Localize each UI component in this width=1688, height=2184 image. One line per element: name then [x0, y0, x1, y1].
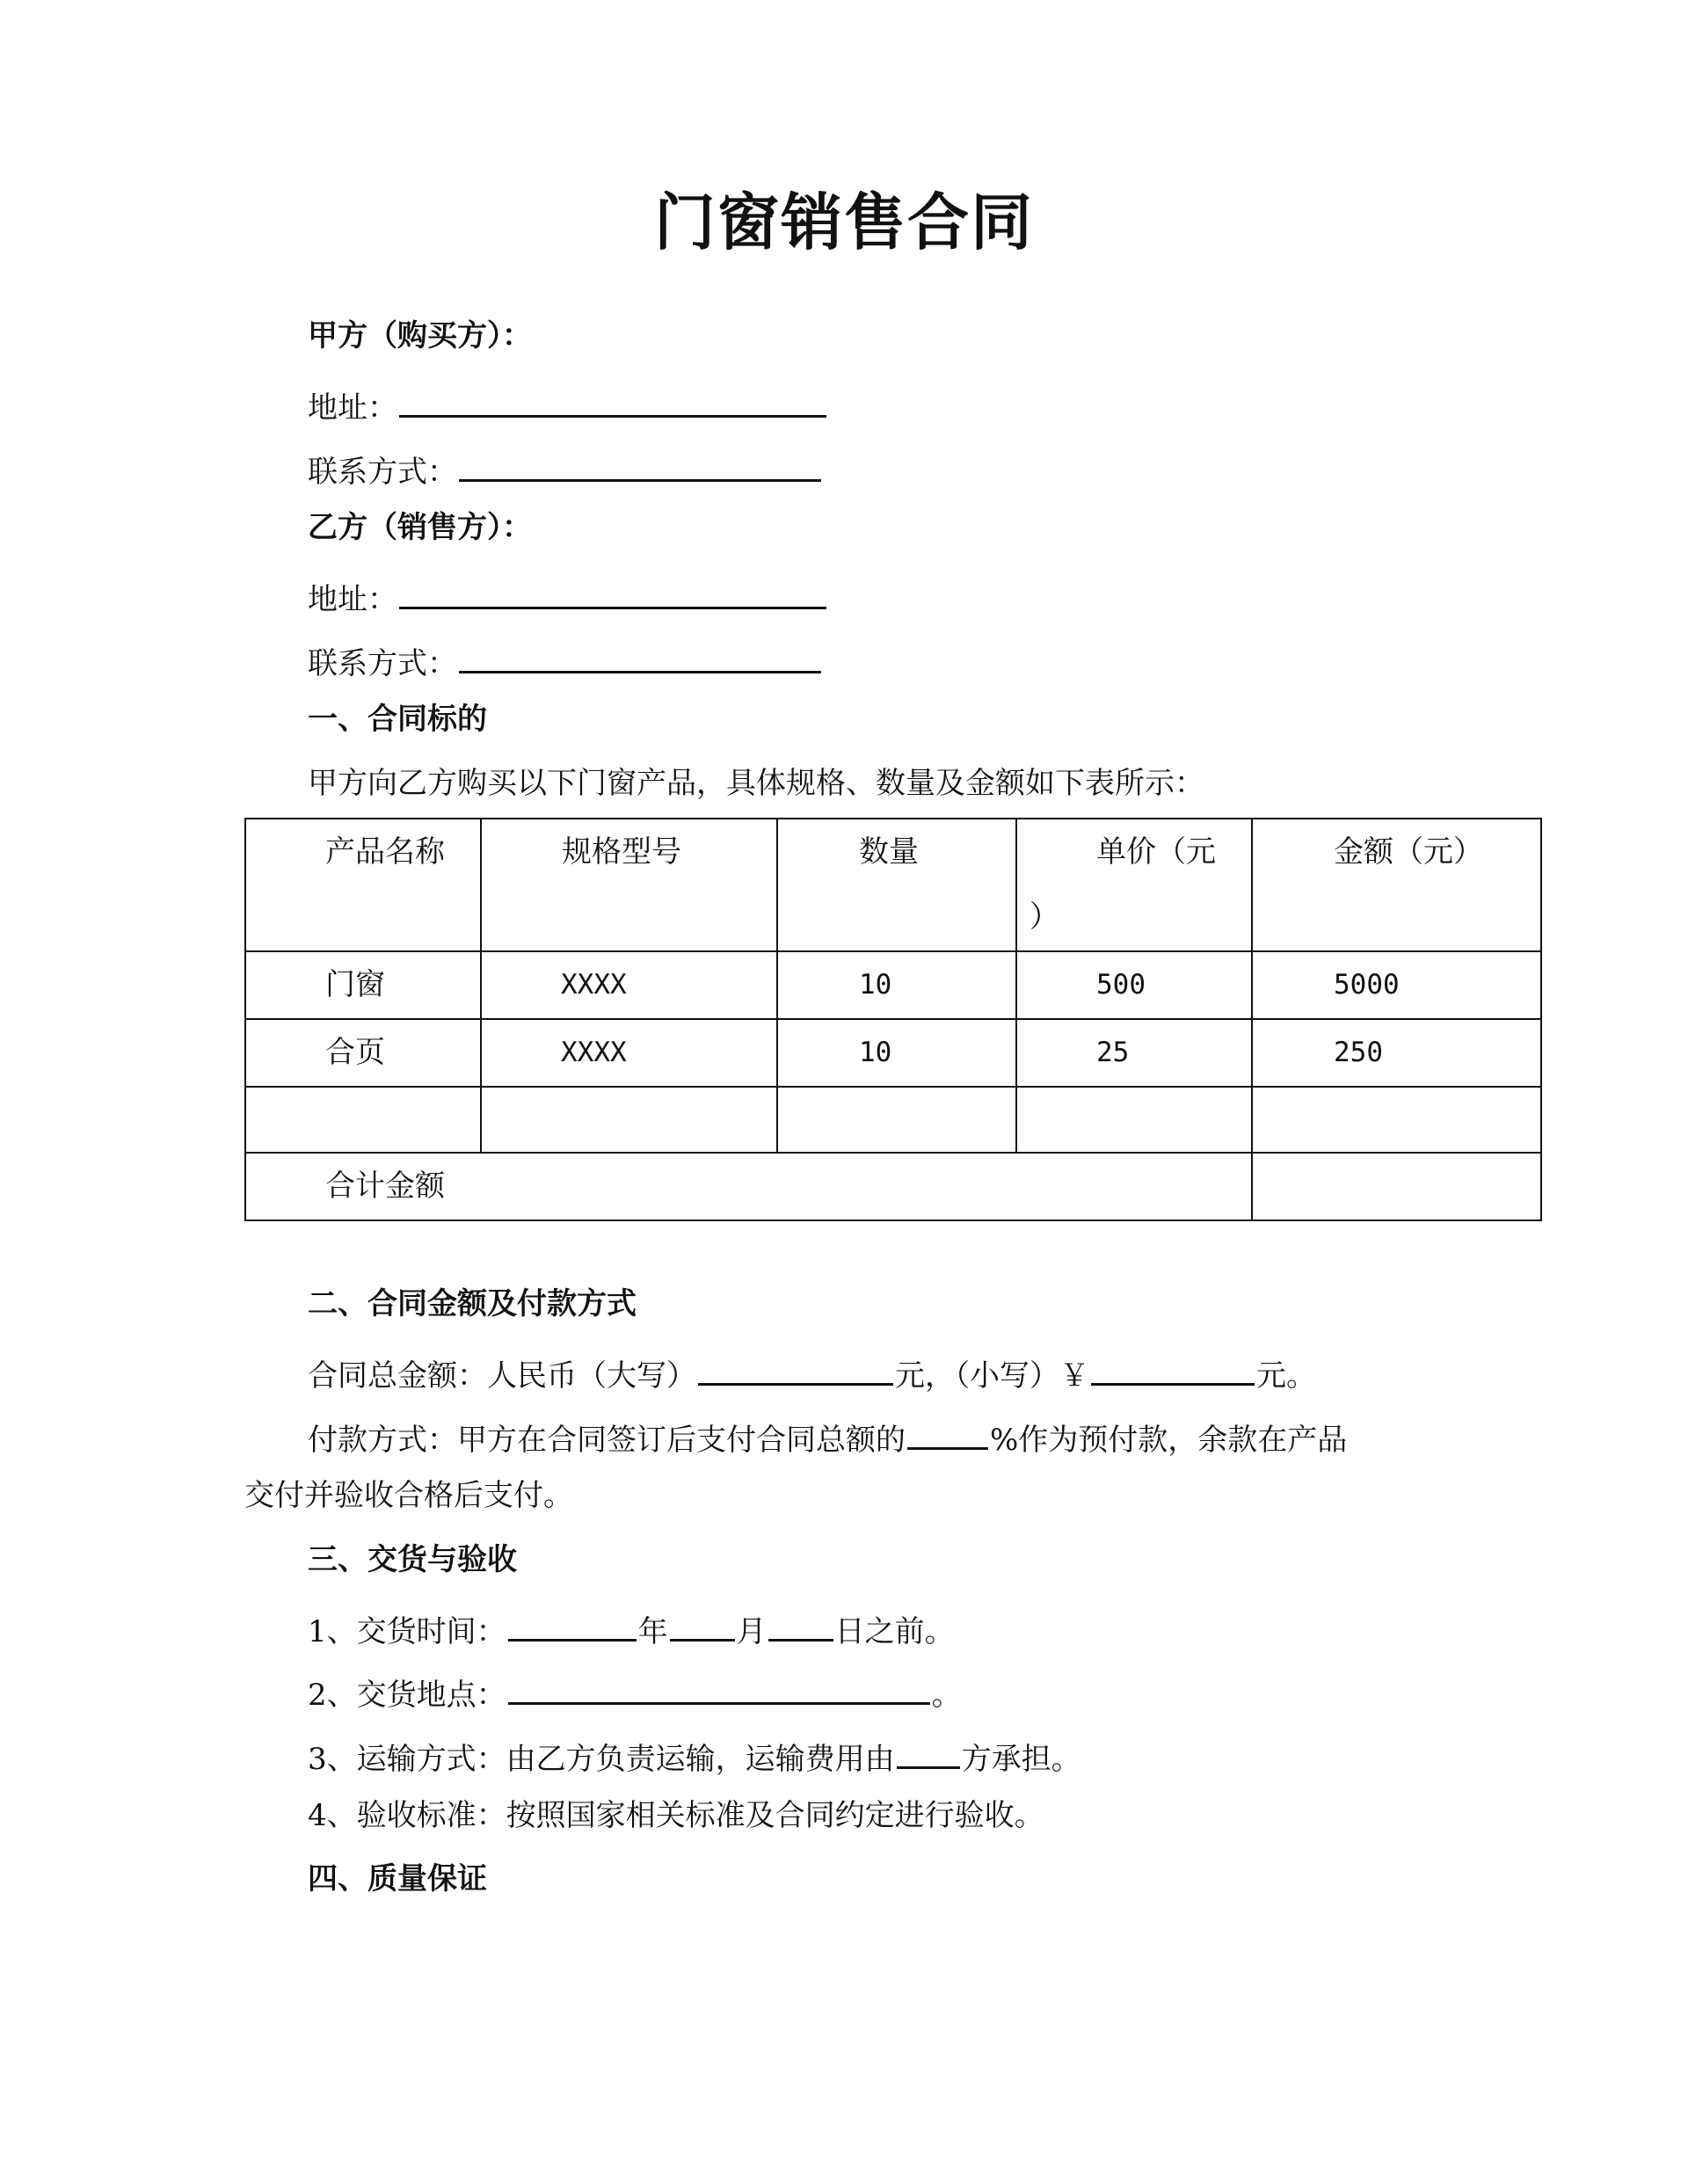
table-row — [245, 1087, 1541, 1154]
party-b-address-blank[interactable] — [399, 577, 826, 609]
delivery-day-blank[interactable] — [768, 1609, 833, 1642]
total-amount-suffix: 元。 — [1256, 1358, 1316, 1394]
delivery-place-prefix: 2、交货地点： — [308, 1678, 506, 1713]
section1-intro: 甲方向乙方购买以下门窗产品，具体规格、数量及金额如下表所示： — [308, 766, 1204, 801]
day-label: 日之前。 — [834, 1614, 955, 1649]
table-total-row — [245, 1153, 1541, 1220]
party-b-contact-label: 联系方式： — [308, 646, 457, 681]
page-title: 门窗销售合同 — [654, 186, 1034, 258]
party-b-address-row — [308, 577, 828, 615]
table-cell: 合页 — [245, 1019, 481, 1087]
party-a-address-blank[interactable] — [399, 385, 826, 418]
party-a-address-row — [308, 385, 828, 426]
party-b-contact-blank[interactable] — [459, 641, 821, 673]
transport-party-blank[interactable] — [897, 1736, 960, 1769]
total-amount-mid: 元，（小写）￥ — [895, 1358, 1089, 1394]
table-cell[interactable] — [245, 1087, 481, 1154]
delivery-time-prefix: 1、交货时间： — [308, 1614, 506, 1649]
section4-heading: 四、质量保证 — [308, 1861, 487, 1896]
prepayment-percent-blank[interactable] — [907, 1417, 988, 1450]
table-cell[interactable] — [1016, 1087, 1252, 1154]
payment-row — [308, 1417, 1348, 1458]
month-label: 月 — [736, 1614, 767, 1649]
delivery-place-row — [308, 1672, 962, 1713]
table-cell: 10 — [777, 951, 1016, 1019]
transport-suffix: 方承担。 — [961, 1742, 1081, 1777]
table-header-wrap: ） — [1030, 899, 1059, 935]
delivery-month-blank[interactable] — [670, 1609, 735, 1642]
total-amount-prefix: 合同总金额：人民币（大写） — [308, 1358, 696, 1394]
transport-prefix: 3、运输方式：由乙方负责运输，运输费用由 — [308, 1742, 895, 1777]
delivery-place-suffix: 。 — [931, 1678, 962, 1713]
table-header-cell: 数量 — [777, 819, 1016, 951]
party-b-heading: 乙方（销售方）： — [308, 510, 532, 545]
total-amount-row — [308, 1353, 1316, 1394]
total-amount-lowercase-blank[interactable] — [1091, 1353, 1255, 1386]
party-a-contact-blank[interactable] — [459, 449, 821, 482]
party-a-address-label: 地址： — [308, 390, 397, 426]
total-value-cell[interactable] — [1252, 1153, 1541, 1220]
party-a-contact-label: 联系方式： — [308, 455, 457, 490]
delivery-place-blank[interactable] — [508, 1672, 930, 1705]
table-header-cell: 金额（元） — [1252, 819, 1541, 951]
total-label-cell: 合计金额 — [245, 1153, 1252, 1220]
delivery-time-row — [308, 1609, 955, 1647]
section1-heading: 一、合同标的 — [308, 702, 487, 737]
table-header-cell: 单价（元 ） — [1016, 819, 1252, 951]
delivery-year-blank[interactable] — [508, 1609, 637, 1642]
acceptance-standard: 4、验收标准：按照国家相关标准及合同约定进行验收。 — [308, 1798, 1044, 1833]
party-a-heading: 甲方（购买方）： — [308, 318, 532, 353]
table-cell: XXXX — [481, 1019, 777, 1087]
party-a-contact-row — [308, 449, 823, 490]
section2-heading: 二、合同金额及付款方式 — [308, 1286, 637, 1321]
table-cell[interactable] — [1252, 1087, 1541, 1154]
table-header-cell: 规格型号 — [481, 819, 777, 951]
table-cell: 10 — [777, 1019, 1016, 1087]
party-b-address-label: 地址： — [308, 582, 397, 617]
table-cell: 250 — [1252, 1019, 1541, 1087]
year-label: 年 — [637, 1614, 668, 1649]
table-cell: 25 — [1016, 1019, 1252, 1087]
party-b-contact-row — [308, 641, 823, 679]
payment-prefix: 付款方式：甲方在合同签订后支付合同总额的 — [308, 1423, 906, 1458]
payment-continuation: 交付并验收合格后支付。 — [244, 1478, 573, 1513]
table-cell: 500 — [1016, 951, 1252, 1019]
payment-suffix: %作为预付款，余款在产品 — [990, 1423, 1348, 1458]
section3-heading: 三、交货与验收 — [308, 1542, 517, 1577]
table-cell[interactable] — [777, 1087, 1016, 1154]
table-row — [245, 951, 1541, 1019]
table-row — [245, 1019, 1541, 1087]
table-cell: 5000 — [1252, 951, 1541, 1019]
total-amount-uppercase-blank[interactable] — [698, 1353, 893, 1386]
table-cell: 门窗 — [245, 951, 481, 1019]
table-cell: XXXX — [481, 951, 777, 1019]
table-header-row — [245, 819, 1541, 951]
transport-row — [308, 1736, 1081, 1777]
product-table — [244, 818, 1542, 1221]
table-header-cell: 产品名称 — [245, 819, 481, 951]
table-cell[interactable] — [481, 1087, 777, 1154]
